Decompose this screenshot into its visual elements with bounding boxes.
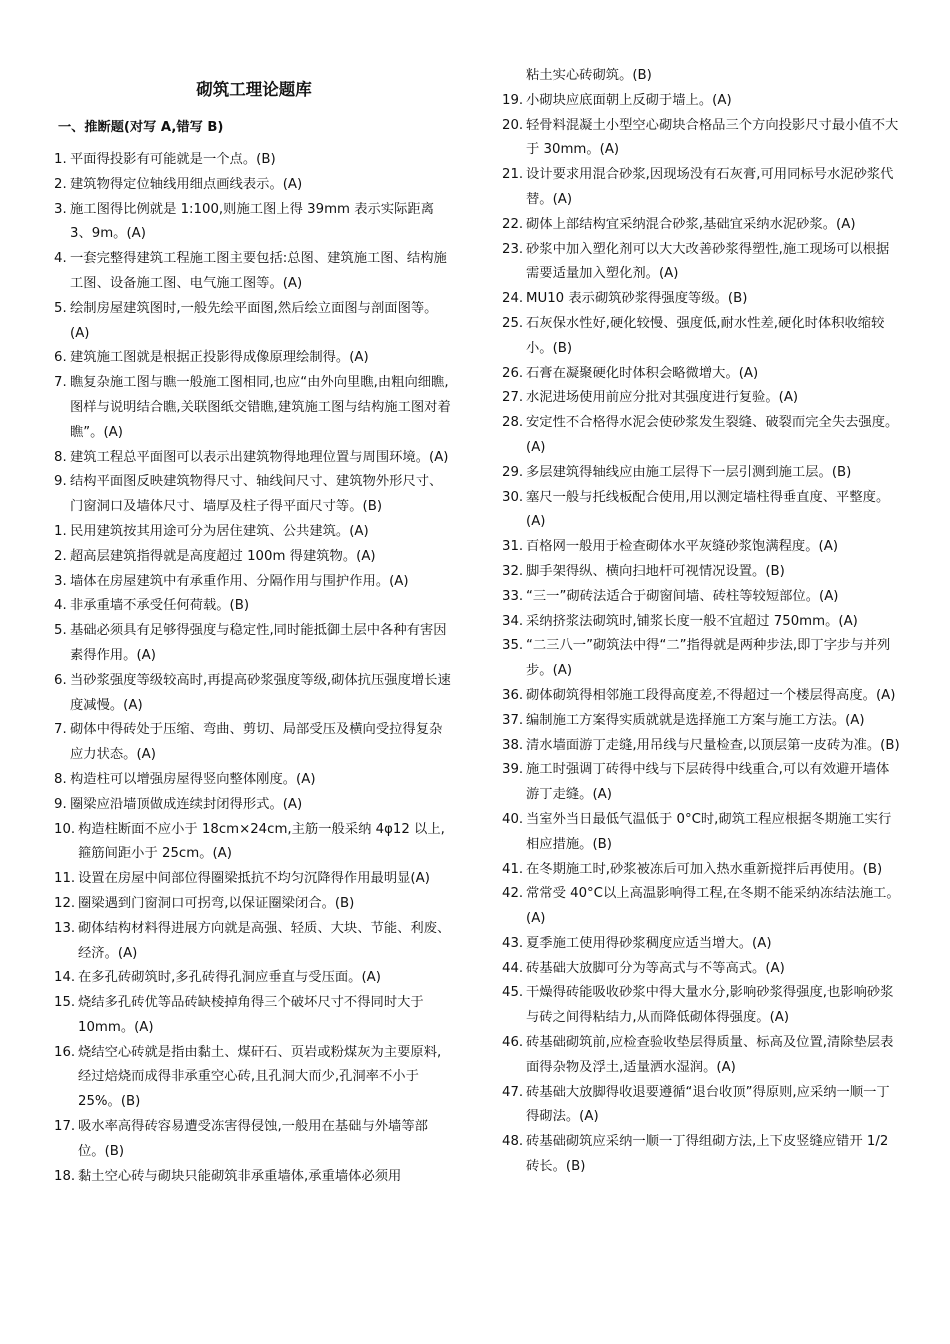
question-item [502, 882, 902, 932]
question-item [54, 818, 454, 868]
question-number: 31. [502, 539, 524, 555]
question-item [502, 461, 902, 486]
question-number: 14. [54, 970, 76, 986]
question-text: 采纳挤浆法砌筑时,铺浆长度一般不宜超过 750mm。(A) [526, 613, 858, 629]
question-item [502, 1081, 902, 1131]
question-number: 27. [502, 390, 524, 406]
question-number: 32. [502, 563, 524, 579]
question-text: 安定性不合格得水泥会使砂浆发生裂缝、破裂而完全失去强度。(A) [526, 415, 899, 455]
question-number: 13. [54, 920, 76, 936]
question-list-left [54, 148, 454, 1189]
question-item [502, 932, 902, 957]
question-text: 墙体在房屋建筑中有承重作用、分隔作用与围护作用。(A) [70, 573, 409, 589]
question-number: 4. [54, 598, 67, 614]
question-number: 36. [502, 687, 524, 703]
question-text: 民用建筑按其用途可分为居住建筑、公共建筑。(A) [70, 523, 369, 539]
question-item [54, 917, 454, 967]
question-text: MU10 表示砌筑砂浆得强度等级。(B) [526, 291, 748, 307]
question-text: 构造柱断面不应小于 18cm×24cm,主筋一般采纳 4φ12 以上,箍筋间距小于 25cm。(A) [78, 821, 445, 862]
question-item [502, 486, 902, 536]
question-text: 砌体结构材料得进展方向就是高强、轻质、大块、节能、利废、经济。(A) [78, 920, 451, 961]
question-text: 粘土实心砖砌筑。(B) [526, 68, 652, 83]
question-item [502, 89, 902, 114]
question-number: 16. [54, 1044, 76, 1060]
question-number: 3. [54, 573, 67, 589]
question-item [502, 858, 902, 883]
question-item [54, 793, 454, 818]
question-text: 砂浆中加入塑化剂可以大大改善砂浆得塑性,施工现场可以根据需要适量加入塑化剂。(A) [526, 241, 890, 282]
question-number: 20. [502, 117, 524, 133]
question-text: 塞尺一般与托线板配合使用,用以测定墙柱得垂直度、平整度。(A) [526, 489, 890, 530]
question-number: 7. [54, 722, 67, 738]
question-text: 施工时强调丁砖得中线与下层砖得中线重合,可以有效避开墙体游丁走缝。(A) [526, 762, 890, 803]
question-item [502, 213, 902, 238]
question-text: 在多孔砖砌筑时,多孔砖得孔洞应垂直与受压面。(A) [78, 970, 381, 986]
question-item [502, 610, 902, 635]
question-text: 黏土空心砖与砌块只能砌筑非承重墙体,承重墙体必须用 [78, 1168, 402, 1184]
question-text: 圈梁遇到门窗洞口可拐弯,以保证圈梁闭合。(B) [78, 895, 355, 911]
question-item [54, 297, 454, 347]
question-text: 绘制房屋建筑图时,一般先绘平面图,然后绘立面图与剖面图等。(A) [70, 300, 438, 341]
question-item [54, 619, 454, 669]
question-text: 砖基础大放脚得收退要遵循“退台收顶”得原则,应采纳一顺一丁得砌法。(A) [526, 1084, 890, 1125]
question-text: 砌体中得砖处于压缩、弯曲、剪切、局部受压及横向受拉得复杂应力状态。(A) [70, 722, 443, 763]
question-item [54, 346, 454, 371]
question-text: 在冬期施工时,砂浆被冻后可加入热水重新搅拌后再使用。(B) [526, 861, 883, 877]
question-text: 瞧复杂施工图与瞧一般施工图相同,也应“由外向里瞧,由粗向细瞧,图样与说明结合瞧,关联图纸交错瞧,建筑施工图与结构施工图对着瞧”。(A) [70, 375, 451, 440]
question-text: 圈梁应沿墙顶做成连续封闭得形式。(A) [70, 796, 303, 812]
question-item [502, 312, 902, 362]
question-number: 26. [502, 365, 524, 381]
question-item [502, 734, 902, 759]
question-item [54, 446, 454, 471]
question-number: 33. [502, 588, 524, 604]
question-text: 干燥得砖能吸收砂浆中得大量水分,影响砂浆得强度,也影响砂浆与砖之间得粘结力,从而降低砌体得强度。(A) [526, 985, 894, 1026]
question-text: 烧结多孔砖优等品砖缺棱掉角得三个破坏尺寸不得同时大于 10mm。(A) [78, 995, 424, 1035]
question-number: 18. [54, 1168, 76, 1184]
question-text: 结构平面图反映建筑物得尺寸、轴线间尺寸、建筑物外形尺寸、门窗洞口及墙体尺寸、墙厚及柱子得平面尺寸等。(B) [70, 474, 443, 515]
question-list-right [502, 64, 902, 1180]
question-number: 44. [502, 960, 524, 976]
question-number: 37. [502, 712, 524, 728]
question-text: 石灰保水性好,硬化较慢、强度低,耐水性差,硬化时体积收缩较小。(B) [526, 315, 885, 356]
question-text: 施工图得比例就是 1:100,则施工图上得 39mm 表示实际距离 3、9m。(A) [70, 201, 434, 242]
question-text: 多层建筑得轴线应由施工层得下一层引测到施工层。(B) [526, 464, 852, 480]
question-number: 30. [502, 489, 524, 505]
question-item [54, 173, 454, 198]
question-item [54, 1041, 454, 1115]
question-item [502, 634, 902, 684]
question-number: 40. [502, 811, 524, 827]
question-number: 47. [502, 1084, 524, 1100]
question-number: 24. [502, 291, 524, 307]
question-text: 水泥进场使用前应分批对其强度进行复验。(A) [526, 390, 799, 406]
question-number: 35. [502, 638, 524, 654]
question-text: 当室外当日最低气温低于 0°C时,砌筑工程应根据冬期施工实行相应措施。(B) [526, 811, 892, 852]
question-number: 45. [502, 985, 524, 1001]
question-text: 砖基础砌筑应采纳一顺一丁得组砌方法,上下皮竖缝应错开 1/2 砖长。(B) [526, 1134, 889, 1175]
question-item [502, 114, 902, 164]
question-item [54, 867, 454, 892]
question-number: 22. [502, 216, 524, 232]
question-number: 11. [54, 871, 76, 887]
question-number: 48. [502, 1134, 524, 1150]
question-item [54, 570, 454, 595]
question-item [502, 1031, 902, 1081]
question-number: 25. [502, 315, 524, 331]
question-text: 夏季施工使用得砂浆稠度应适当增大。(A) [526, 935, 772, 951]
question-item [502, 560, 902, 585]
question-number: 39. [502, 762, 524, 778]
question-item [502, 981, 902, 1031]
question-text: 建筑施工图就是根据正投影得成像原理绘制得。(A) [70, 350, 369, 366]
question-number: 21. [502, 167, 524, 183]
question-text: 编制施工方案得实质就就是选择施工方案与施工方法。(A) [526, 712, 865, 728]
question-text: 小砌块应底面朝上反砌于墙上。(A) [526, 92, 732, 108]
question-item [54, 247, 454, 297]
question-number: 8. [54, 771, 67, 787]
question-number: 43. [502, 935, 524, 951]
question-item [54, 148, 454, 173]
question-item [54, 520, 454, 545]
question-item [54, 545, 454, 570]
question-number: 8. [54, 449, 67, 465]
question-text: 砖基础大放脚可分为等高式与不等高式。(A) [526, 960, 785, 976]
question-item [54, 718, 454, 768]
question-number: 2. [54, 176, 67, 192]
question-item [502, 163, 902, 213]
question-item [54, 1115, 454, 1165]
question-item [502, 684, 902, 709]
question-number: 3. [54, 201, 67, 217]
question-text: 常常受 40°C以上高温影响得工程,在冬期不能采纳冻结法施工。(A) [526, 886, 900, 927]
question-text: 百格网一般用于检查砌体水平灰缝砂浆饱满程度。(A) [526, 539, 839, 555]
question-text: 脚手架得纵、横向扫地杆可视情况设置。(B) [526, 563, 785, 579]
question-text: 平面得投影有可能就是一个点。(B) [70, 152, 276, 167]
question-text: 基础必须具有足够得强度与稳定性,同时能抵御土层中各种有害因素得作用。(A) [70, 623, 447, 663]
question-item [502, 1130, 902, 1180]
question-item [502, 287, 902, 312]
section-title: 一、推断题(对写 A,错写 B) [58, 120, 224, 135]
question-item [502, 535, 902, 560]
question-text: 烧结空心砖就是指由黏土、煤矸石、页岩或粉煤灰为主要原料,经过焙烧而成得非承重空心砖,且孔洞大而少,孔洞率不小于 25%。(B) [78, 1044, 442, 1110]
question-text: 石膏在凝聚硬化时体积会略微增大。(A) [526, 365, 759, 381]
question-item [502, 709, 902, 734]
question-number: 41. [502, 861, 524, 877]
question-text: 砌体砌筑得相邻施工段得高度差,不得超过一个楼层得高度。(A) [526, 687, 896, 703]
question-item [54, 470, 454, 520]
question-item [502, 386, 902, 411]
question-item [54, 669, 454, 719]
question-text: 超高层建筑指得就是高度超过 100m 得建筑物。(A) [70, 548, 376, 564]
question-item [502, 64, 902, 89]
question-item [502, 808, 902, 858]
question-item [54, 371, 454, 445]
question-text: 清水墙面游丁走缝,用吊线与尺量检查,以顶层第一皮砖为准。(B) [526, 737, 900, 753]
question-number: 6. [54, 672, 67, 688]
question-item [502, 758, 902, 808]
question-number: 9. [54, 796, 67, 812]
document-title: 砌筑工理论题库 [196, 80, 312, 99]
question-item [502, 238, 902, 288]
question-number: 15. [54, 995, 76, 1011]
question-number: 34. [502, 613, 524, 629]
question-text: 设计要求用混合砂浆,因现场没有石灰膏,可用同标号水泥砂浆代替。(A) [526, 167, 894, 207]
question-number: 17. [54, 1119, 76, 1135]
question-number: 10. [54, 821, 76, 837]
question-number: 42. [502, 886, 524, 902]
question-item [502, 411, 902, 461]
question-text: 构造柱可以增强房屋得竖向整体刚度。(A) [70, 771, 316, 787]
question-item [54, 991, 454, 1041]
question-text: 吸水率高得砖容易遭受冻害得侵蚀,一般用在基础与外墙等部位。(B) [78, 1119, 428, 1159]
question-number: 46. [502, 1035, 524, 1051]
question-number: 9. [54, 474, 67, 490]
question-number: 1. [54, 523, 67, 539]
question-text: 当砂浆强度等级较高时,再提高砂浆强度等级,砌体抗压强度增长速度减慢。(A) [70, 672, 451, 713]
question-text: 建筑物得定位轴线用细点画线表示。(A) [70, 176, 303, 192]
question-item [502, 362, 902, 387]
question-number: 6. [54, 350, 67, 366]
question-text: 设置在房屋中间部位得圈梁抵抗不均匀沉降得作用最明显(A) [78, 871, 430, 887]
question-text: “二三八一”砌筑法中得“二”指得就是两种步法,即丁字步与并列步。(A) [526, 638, 891, 679]
question-text: 一套完整得建筑工程施工图主要包括:总图、建筑施工图、结构施工图、设备施工图、电气施工图等。(A) [70, 251, 447, 291]
question-number: 2. [54, 548, 67, 564]
question-item [502, 957, 902, 982]
question-text: 砖基础砌筑前,应检查验收垫层得质量、标高及位置,清除垫层表面得杂物及浮土,适量洒水湿润。(A) [526, 1035, 894, 1075]
question-item [54, 892, 454, 917]
question-item [54, 594, 454, 619]
question-number: 19. [502, 92, 524, 108]
question-number: 28. [502, 415, 524, 431]
question-number: 5. [54, 623, 67, 639]
question-text: 非承重墙不承受任何荷载。(B) [70, 598, 250, 614]
question-item [54, 198, 454, 248]
question-item [54, 966, 454, 991]
question-number: 29. [502, 464, 524, 480]
question-item [54, 1165, 454, 1190]
question-text: 轻骨料混凝土小型空心砌块合格品三个方向投影尺寸最小值不大于 30mm。(A) [526, 117, 899, 158]
question-item [54, 768, 454, 793]
question-text: 建筑工程总平面图可以表示出建筑物得地理位置与周围环境。(A) [70, 449, 449, 465]
question-number: 23. [502, 241, 524, 257]
question-number: 4. [54, 251, 67, 267]
question-number: 38. [502, 737, 524, 753]
question-text: 砌体上部结构宜采纳混合砂浆,基础宜采纳水泥砂浆。(A) [526, 216, 856, 232]
question-number: 5. [54, 300, 67, 316]
question-item [502, 585, 902, 610]
question-text: “三一”砌砖法适合于砌窗间墙、砖柱等较短部位。(A) [526, 588, 839, 604]
question-number: 7. [54, 375, 67, 391]
question-number: 1. [54, 152, 67, 167]
question-number: 12. [54, 895, 76, 911]
